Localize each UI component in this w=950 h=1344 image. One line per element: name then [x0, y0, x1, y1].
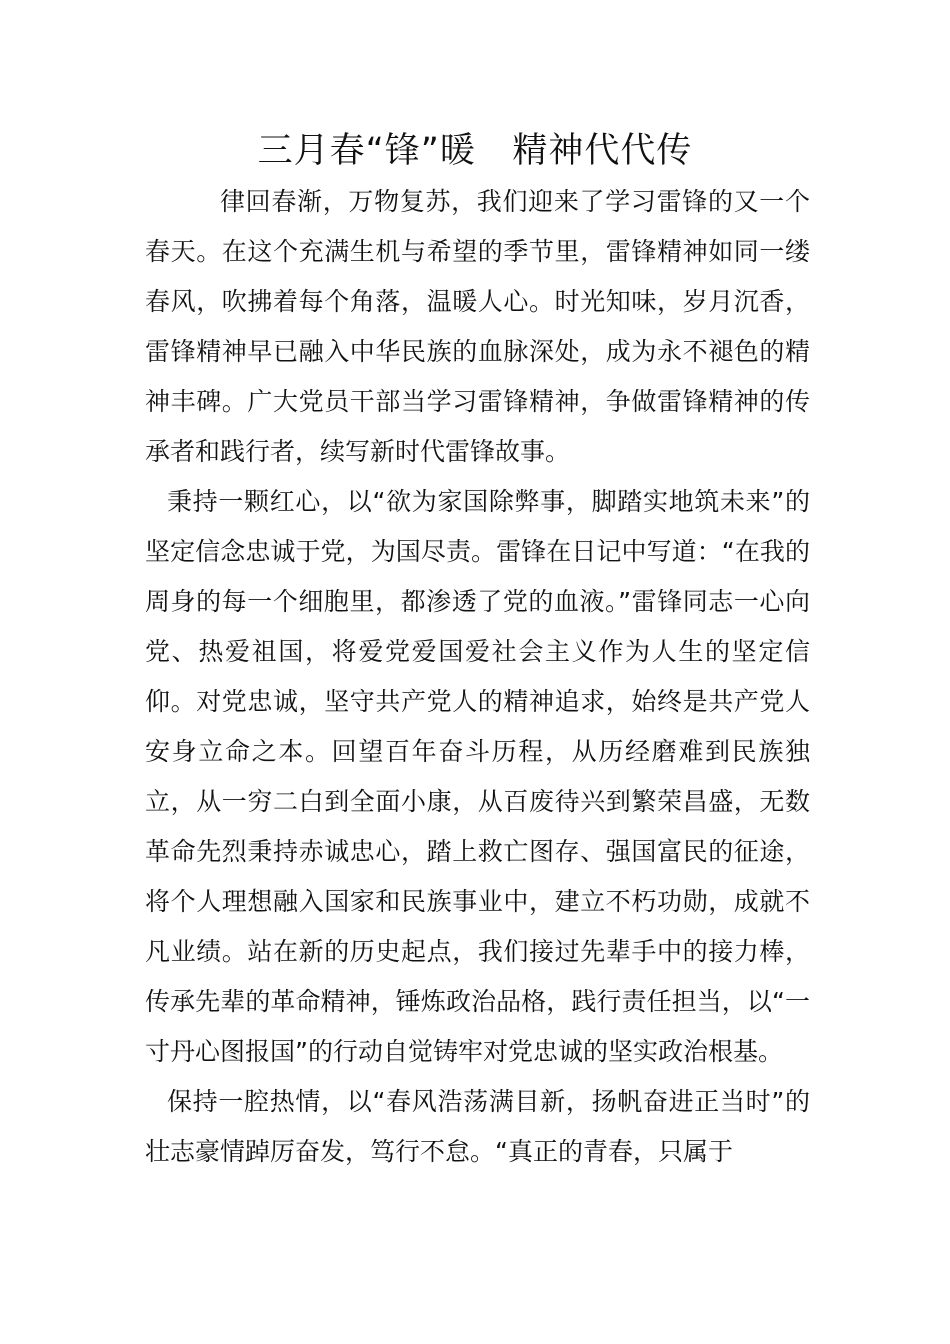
document-body — [145, 177, 810, 1177]
paragraph-loyalty: 秉持一颗红心，以“欲为家国除弊事，脚踏实地筑未来”的坚定信念忠诚于党，为国尽责。雷锋在日记中写道：“在我的周身的每一个细胞里，都渗透了党的血液。”雷锋同志一心向党、热爱祖国，将爱党爱国爱社会主义作为人生的坚定信仰。对党忠诚，坚守共产党人的精神追求，始终是共产党人安身立命之本。回望百年奋斗历程，从历经磨难到民族独立，从一穷二白到全面小康，从百废待兴到繁荣昌盛，无数革命先烈秉持赤诚忠心，踏上救亡图存、强国富民的征途，将个人理想融入国家和民族事业中，建立不朽功勋，成就不凡业绩。站在新的历史起点，我们接过先辈手中的接力棒，传承先辈的革命精神，锤炼政治品格，践行责任担当，以“一寸丹心图报国”的行动自觉铸牢对党忠诚的坚实政治根基。 — [145, 487, 810, 1066]
document-title: 三月春“锋”暖 精神代代传 — [257, 131, 693, 171]
paragraph-passion: 保持一腔热情，以“春风浩荡满目新，扬帆奋进正当时”的壮志豪情踔厉奋发，笃行不怠。“真正的青春，只属于 — [145, 1087, 810, 1166]
paragraph-intro: 律回春渐，万物复苏，我们迎来了学习雷锋的又一个春天。在这个充满生机与希望的季节里，雷锋精神如同一缕春风，吹拂着每个角落，温暖人心。时光知味，岁月沉香，雷锋精神早已融入中华民族的血脉深处，成为永不褪色的精神丰碑。广大党员干部当学习雷锋精神，争做雷锋精神的传承者和践行者，续写新时代雷锋故事。 — [145, 187, 810, 466]
